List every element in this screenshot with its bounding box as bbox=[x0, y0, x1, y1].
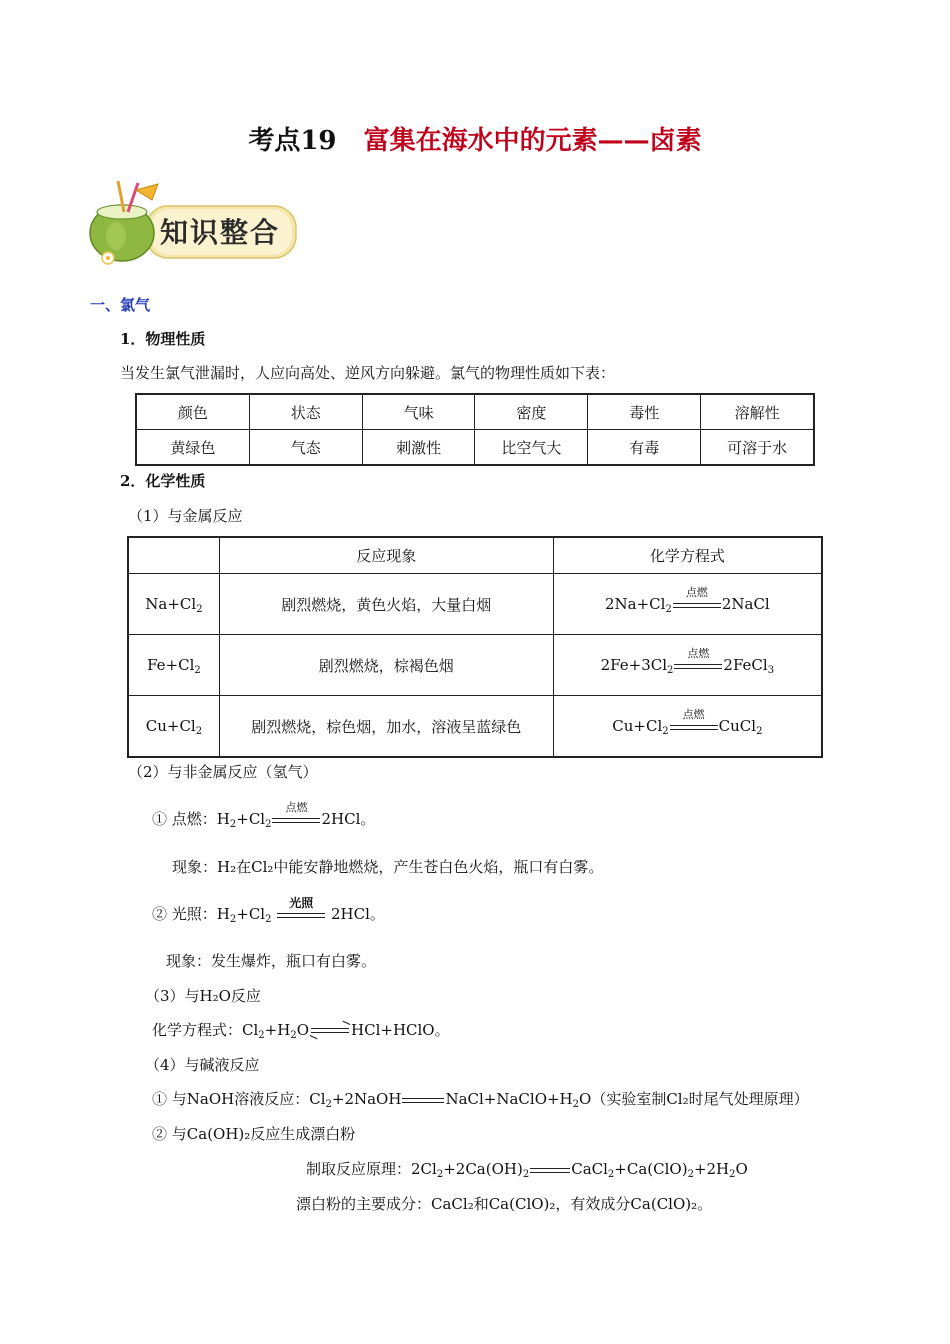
physical-properties-table bbox=[135, 393, 815, 466]
table-cell: 化学方程式 bbox=[553, 537, 822, 574]
reaction-condition-sign: 点燃 bbox=[272, 813, 320, 827]
equals-sign bbox=[402, 1093, 444, 1107]
table-cell: 密度 bbox=[475, 394, 588, 430]
title-prefix: 考点19 bbox=[248, 126, 337, 156]
metal-reaction-heading: （1）与金属反应 bbox=[128, 507, 243, 525]
table-row bbox=[128, 696, 822, 758]
table-cell: $Na+Cl_2$ bbox=[128, 574, 219, 635]
table-cell: $Fe+Cl_2$ bbox=[128, 635, 219, 696]
table-cell bbox=[128, 537, 219, 574]
equals-sign bbox=[530, 1163, 570, 1177]
table-cell: 有毒 bbox=[588, 430, 701, 466]
equation-cell: $2Na+Cl_2$ 点燃 2NaCl bbox=[553, 574, 822, 635]
chemical-heading: 2．化学性质 bbox=[120, 472, 206, 490]
ignition-phenomenon: 现象：H₂在Cl₂中能安静地燃烧，产生苍白色火焰，瓶口有白雾。 bbox=[172, 858, 604, 876]
table-header-row bbox=[128, 537, 822, 574]
ignition-equation: ① 点燃：$H_2+Cl_2$ 点燃 2HCl。 bbox=[152, 801, 376, 830]
water-heading: （3）与H₂O反应 bbox=[145, 987, 261, 1005]
reaction-condition-sign: 点燃 bbox=[670, 720, 718, 734]
table-cell: 剧烈燃烧，棕褐色烟 bbox=[219, 635, 553, 696]
bleach-composition: 漂白粉的主要成分：CaCl₂和Ca(ClO)₂，有效成分Ca(ClO)₂。 bbox=[296, 1195, 713, 1213]
title-main: 富集在海水中的元素——卤素 bbox=[363, 126, 702, 156]
naoh-equation: ① 与NaOH溶液反应：$Cl_2+2NaOH$ $NaCl+NaClO+H_2O$（实验室制Cl₂时尾气处理原理） bbox=[152, 1090, 809, 1110]
caoh-heading: ② 与Ca(OH)₂反应生成漂白粉 bbox=[152, 1125, 356, 1143]
table-cell: 状态 bbox=[249, 394, 362, 430]
base-heading: （4）与碱液反应 bbox=[145, 1056, 260, 1074]
table-cell: $Cu+Cl_2$ bbox=[128, 696, 219, 758]
table-row bbox=[128, 574, 822, 635]
page-title bbox=[0, 120, 950, 157]
equation-cell: $2Fe+3Cl_2$ 点燃 2FeCl$_3$ bbox=[553, 635, 822, 696]
table-cell: 溶解性 bbox=[701, 394, 814, 430]
equation-cell: $Cu+Cl_2$ 点燃 CuCl$_2$ bbox=[553, 696, 822, 758]
physical-intro: 当发生氯气泄漏时，人应向高处、逆风方向躲避。氯气的物理性质如下表： bbox=[120, 364, 616, 382]
light-equation: ② 光照：$H_2+Cl_2$ 光照 2HCl。 bbox=[152, 896, 385, 925]
metal-reaction-table bbox=[127, 536, 823, 758]
table-cell: 可溶于水 bbox=[701, 430, 814, 466]
table-cell: 反应现象 bbox=[219, 537, 553, 574]
table-row bbox=[128, 635, 822, 696]
table-cell: 黄绿色 bbox=[136, 430, 249, 466]
table-cell: 气态 bbox=[249, 430, 362, 466]
table-cell: 剧烈燃烧，黄色火焰，大量白烟 bbox=[219, 574, 553, 635]
table-cell: 剧烈燃烧，棕色烟，加水，溶液呈蓝绿色 bbox=[219, 696, 553, 758]
nonmetal-heading: （2）与非金属反应（氢气） bbox=[128, 763, 318, 781]
section-heading-chlorine: 一、氯气 bbox=[90, 296, 151, 314]
table-cell: 颜色 bbox=[136, 394, 249, 430]
table-cell: 刺激性 bbox=[362, 430, 475, 466]
reaction-condition-sign: 点燃 bbox=[674, 659, 722, 673]
knowledge-banner bbox=[88, 178, 303, 268]
reaction-condition-sign: 光照 bbox=[277, 908, 325, 922]
table-cell: 比空气大 bbox=[475, 430, 588, 466]
table-header-row bbox=[136, 394, 814, 430]
banner-label: 知识整合 bbox=[160, 216, 281, 249]
reaction-condition-sign: 点燃 bbox=[673, 598, 721, 612]
bleach-preparation-equation: 制取反应原理：$2Cl_2+2Ca(OH)_2$ $CaCl_2+Ca(ClO)_2+2H_2O$ bbox=[306, 1160, 748, 1180]
table-cell: 气味 bbox=[362, 394, 475, 430]
reversible-arrow-icon bbox=[311, 1025, 349, 1037]
table-cell: 毒性 bbox=[588, 394, 701, 430]
physical-heading: 1．物理性质 bbox=[120, 330, 206, 348]
light-phenomenon: 现象：发生爆炸，瓶口有白雾。 bbox=[166, 952, 377, 970]
table-row bbox=[136, 430, 814, 466]
water-equation: 化学方程式：$Cl_2+H_2O$ HCl+HClO。 bbox=[152, 1021, 450, 1041]
